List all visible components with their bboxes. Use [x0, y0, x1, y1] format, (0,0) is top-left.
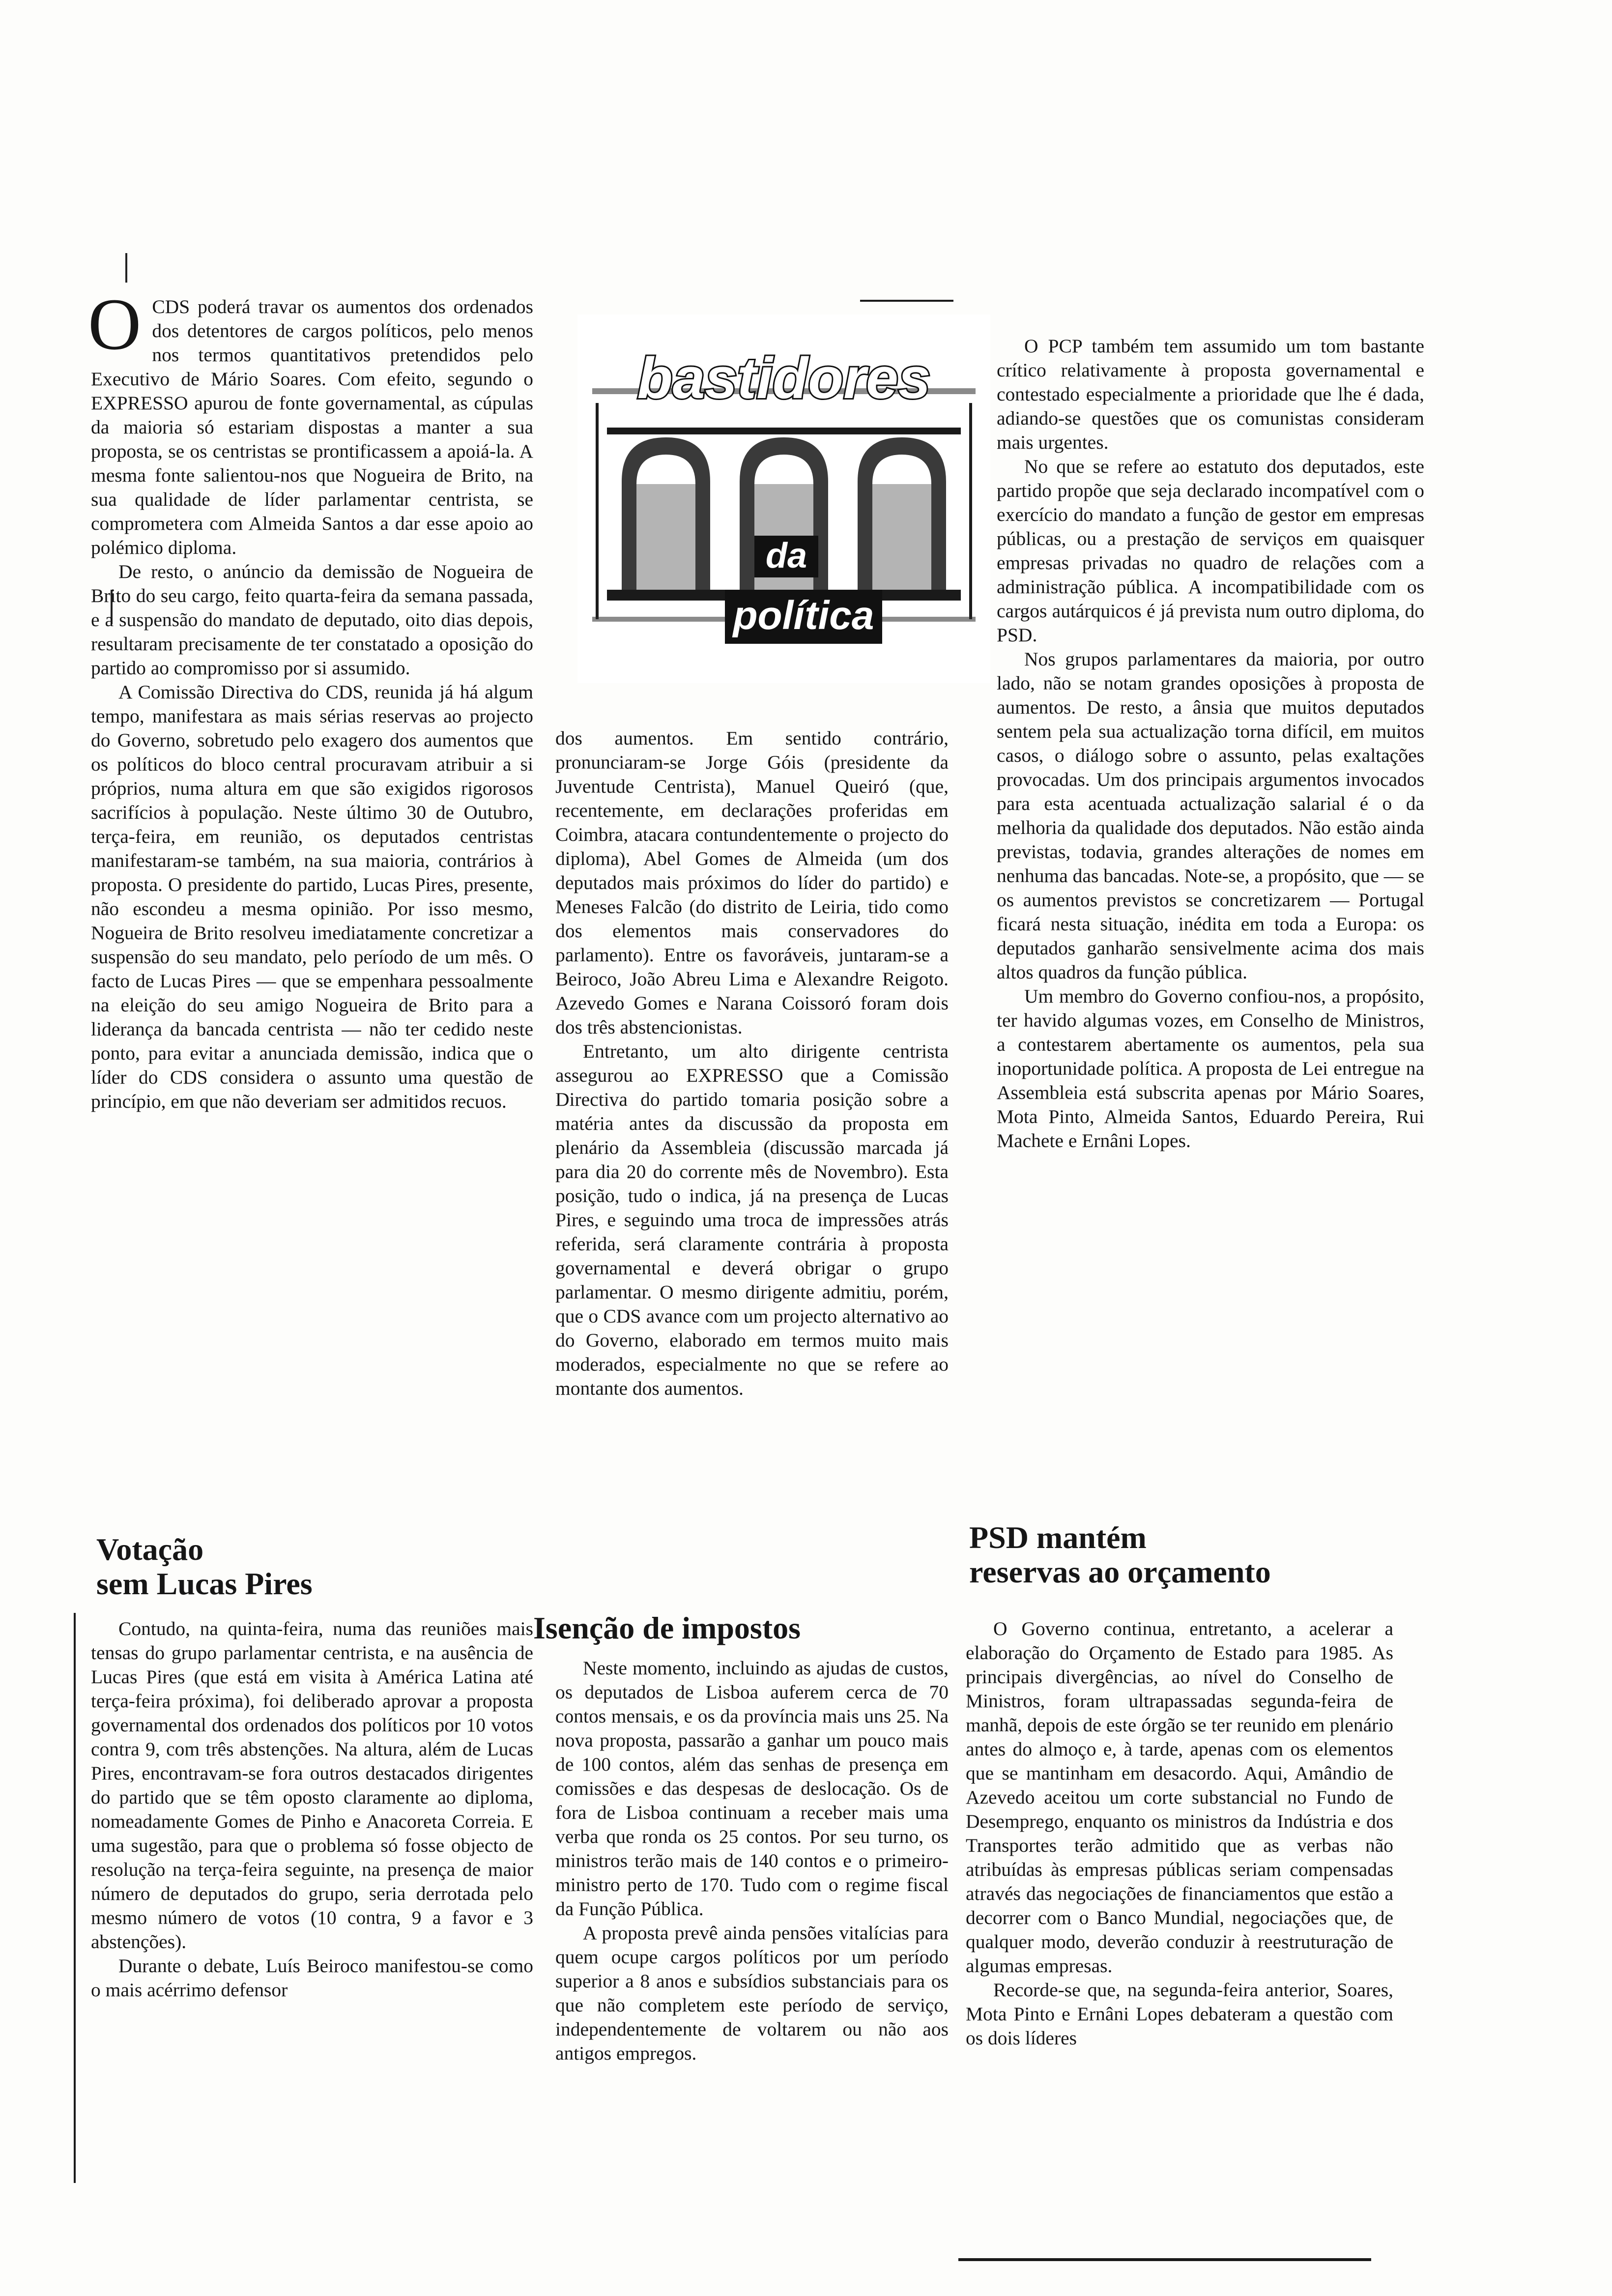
arches-illustration: [577, 315, 990, 683]
paragraph: Durante o debate, Luís Beiroco manifestou-se como o mais acérrimo defensor: [91, 1955, 533, 2001]
paragraph: Nos grupos parlamentares da maioria, por outro lado, não se notam grandes oposições à proposta de aumentos. De resto, a ânsia que muitos deputados sentem pela sua actualização torna difícil, em muitos casos, o diálogo sobre o assunto, pelas exaltações provocadas. Um dos principais argumentos invocados para esta acentuada actualização salarial é o da melhoria da qualidade dos deputados. Não estão ainda previstas, todavia, grandes alterações de nomes em nenhuma das bancadas. Note-se, a propósito, que — se os aumentos previstos se concretizarem — Portugal ficará nesta situação, inédita em toda a Europa: os deputados ganharão sensivelmente acima dos mais altos quadros da função pública.: [997, 648, 1424, 983]
paragraph: No que se refere ao estatuto dos deputados, este partido propõe que seja declarado incompatível com o exercício do mandato a função de gestor em empresas públicas, ou a prestação de serviços em quaisquer empresas privadas no quadro de relações com a administração pública. A incompatibilidade com os cargos autárquicos é já prevista num outro diploma, do PSD.: [997, 456, 1424, 646]
paragraph: Contudo, na quinta-feira, numa das reuniões mais tensas do grupo parlamentar centrista, e na ausência de Lucas Pires (que está em visita à América Latina até terça-feira próxima), foi deliberado aprovar a proposta governamental dos ordenados dos políticos por 10 votos contra 9, com três abstenções. Na altura, além de Lucas Pires, encontravam-se fora outros destacados dirigentes do partido que se têm oposto claramente ao diploma, nomeadamente Gomes de Pinho e Anacoreta Correia. E uma sugestão, para que o problema só fosse objecto de resolução na terça-feira seguinte, na presença de maior número de deputados do grupo, seria derrotada pelo mesmo número de votos (10 contra, 9 a favor e 3 abstenções).: [91, 1618, 533, 1952]
paragraph: A Comissão Directiva do CDS, reunida já há algum tempo, manifestara as mais sérias reservas ao projecto do Governo, sobretudo pelo exagero dos aumentos que os políticos do bloco central procuravam atribuir a si próprios, numa altura em que são exigidos rigorosos sacrifícios à população. Neste último 30 de Outubro, terça-feira, em reunião, os deputados centristas manifestaram-se também, na sua maioria, contrários à proposta. O presidente do partido, Lucas Pires, presente, não escondeu a mesma opinião. Por isso mesmo, Nogueira de Brito resolveu imediatamente concretizar a suspensão do seu mandato, pelo período de um mês. O facto de Lucas Pires — que se empenhara pessoalmente na eleição do seu amigo Nogueira de Brito para a liderança da bancada centrista — não ter cedido neste ponto, para evitar a anunciada demissão, indica que o líder do CDS considera o assunto uma questão de princípio, em que não deveriam ser admitidos recuos.: [91, 681, 533, 1112]
paragraph: A proposta prevê ainda pensões vitalícias para quem ocupe cargos políticos por um período superior a 8 anos e subsídios substanciais para os que não completem este período de serviço, independentemente de voltarem ou não aos antigos empregos.: [555, 1922, 949, 2064]
paragraph: O PCP também tem assumido um tom bastante crítico relativamente à proposta governamental e contestado especialmente a prioridade que lhe é dada, adiando-se questões que os comunistas consideram mais urgentes.: [997, 335, 1424, 453]
subheading-line: Votação: [96, 1532, 204, 1567]
subheading-psd: [969, 1521, 1372, 1589]
paragraph: Recorde-se que, na segunda-feira anterior, Soares, Mota Pinto e Ernâni Lopes debateram a questão com os dois líderes: [966, 1979, 1393, 2049]
paragraph: O Governo continua, entretanto, a acelerar a elaboração do Orçamento de Estado para 1985. As principais divergências, ao nível do Conselho de Ministros, foram ultrapassadas segunda-feira de manhã, depois de este órgão se ter reunido em plenário antes do almoço e, à tarde, apenas com os elementos que se mantinham em desacordo. Aqui, Amândio de Azevedo aceitou um corte substancial no Fundo de Desemprego, enquanto os ministros da Indústria e dos Transportes terão admitido que as verbas não atribuídas às empresas públicas seriam compensadas através das negociações de financiamentos que estão a decorrer com o Banco Mundial, negociações que, de qualquer modo, deverão conduzir à reestruturação de algumas empresas.: [966, 1618, 1393, 1977]
subheading-line: reservas ao orçamento: [969, 1554, 1271, 1589]
article-column-2-lower: [555, 1656, 949, 2066]
subheading-isencao: Isenção de impostos: [533, 1610, 801, 1645]
article-column-1: [88, 284, 533, 1114]
article-column-3: [997, 334, 1424, 1153]
paragraph: Neste momento, incluindo as ajudas de custos, os deputados de Lisboa auferem cerca de 70 contos mensais, e os da província mais uns 25. Na nova proposta, passarão a ganhar um pouco mais de 100 contos, além das senhas de presença em comissões e das despesas de deslocação. Os de fora de Lisboa continuam a receber mais uma verba que ronda os 25 contos. Por seu turno, os ministros terão mais de 140 contos e o primeiro-ministro perto de 170. Tudo com o regime fiscal da Função Pública.: [555, 1657, 949, 1920]
paragraph: dos aumentos. Em sentido contrário, pronunciaram-se Jorge Góis (presidente da Juventude Centrista), Manuel Queiró (que, recentemente, em declarações proferidas em Coimbra, atacara contundentemente o projecto do diploma), Abel Gomes de Almeida (um dos deputados mais próximos do líder do partido) e Meneses Falcão (do distrito de Leiria, tido como dos elementos mais conservadores do parlamento). Entre os favoráveis, juntaram-se a Beiroco, João Abreu Lima e Alexandre Reigoto. Azevedo Gomes e Narana Coissoró foram dois dos três abstencionistas.: [555, 727, 949, 1038]
graphic-da: da: [765, 536, 807, 575]
article-column-3-lower: [966, 1617, 1393, 2050]
article-column-1-lower: [91, 1617, 533, 2002]
graphic-title: bastidores: [637, 346, 931, 411]
lead-paragraph: [88, 284, 533, 560]
bastidores-section-graphic: [577, 315, 990, 683]
drop-cap: O: [88, 284, 142, 365]
paragraph: De resto, o anúncio da demissão de Nogueira de Brito do seu cargo, feito quarta-feira da semana passada, e a suspensão do mandato de deputado, oito dias depois, resultaram precisamente de ter constatado a oposição do partido ao compromisso por si assumido.: [91, 561, 533, 679]
graphic-politica: política: [733, 593, 874, 638]
article-column-2: [555, 726, 949, 1401]
subheading-line: sem Lucas Pires: [96, 1566, 313, 1601]
subheading-line: PSD mantém: [969, 1520, 1147, 1555]
margin-mark: [125, 253, 127, 283]
bottom-rule: [958, 2258, 1371, 2261]
left-margin-rule: [74, 1613, 76, 2183]
paragraph: Entretanto, um alto dirigente centrista assegurou ao EXPRESSO que a Comissão Directiva do partido tomaria posição sobre a matéria antes da discussão da proposta em plenário da Assembleia (discussão marcada já para dia 20 do corrente mês de Novembro). Esta posição, tudo o indica, já na presença de Lucas Pires, e seguindo uma troca de impressões atrás referida, será claramente contrária à proposta governamental e deverá obrigar o grupo parlamentar. O mesmo dirigente admitiu, porém, que o CDS avance com um projecto alternativo ao do Governo, elaborado em termos muito mais moderados, especialmente no que se refere ao montante dos aumentos.: [555, 1040, 949, 1399]
paragraph: Um membro do Governo confiou-nos, a propósito, ter havido algumas vozes, em Conselho de Ministros, a contestarem abertamente os aumentos, pela sua inoportunidade política. A proposta de Lei entregue na Assembleia está subscrita apenas por Mário Soares, Mota Pinto, Almeida Santos, Eduardo Pereira, Rui Machete e Ernâni Lopes.: [997, 985, 1424, 1151]
subheading-votacao: [96, 1532, 499, 1601]
top-right-rule: [860, 300, 953, 302]
lead-text: CDS poderá travar os aumentos dos ordenados dos detentores de cargos políticos, pelo menos nos termos quantitativos pretendidos pelo Executivo de Mário Soares. Com efeito, segundo o EXPRESSO apurou de fonte governamental, as cúpulas da maioria só estariam dispostas a manter a sua proposta, se os centristas se prontificassem a apoiá-la. A mesma fonte salientou-nos que Nogueira de Brito, na sua qualidade de líder parlamentar centrista, se comprometera com Almeida Santos a dar esse apoio ao polémico diploma.: [91, 296, 533, 558]
